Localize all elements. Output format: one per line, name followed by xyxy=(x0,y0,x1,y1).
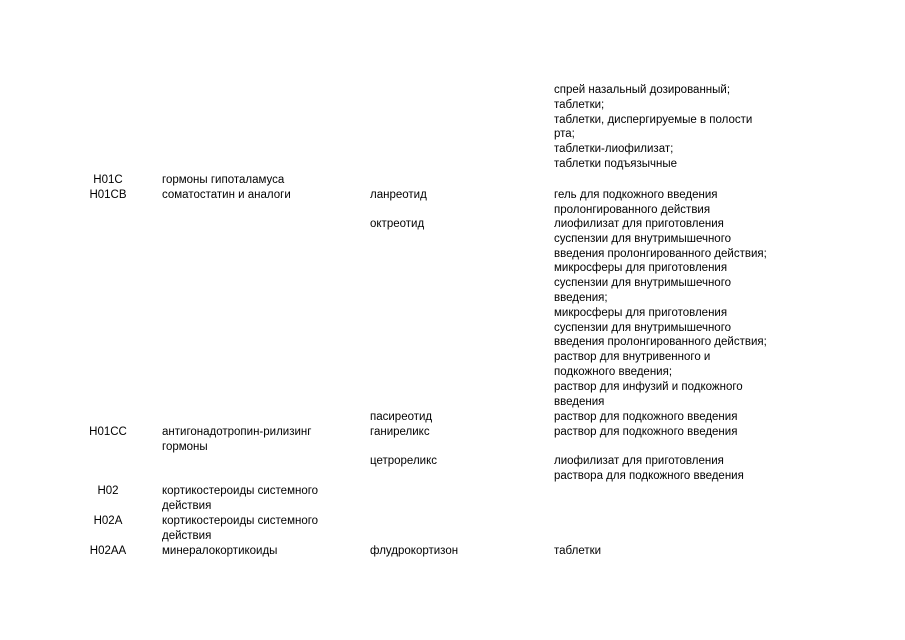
atc-group: соматостатин и аналоги xyxy=(162,189,291,201)
atc-group: кортикостероиды системного действия xyxy=(162,515,319,542)
dosage-forms: раствор для подкожного введения xyxy=(554,426,738,438)
drug-name: ганиреликс xyxy=(370,426,430,438)
dosage-forms: лиофилизат для приготовления раствора для подкожного введения xyxy=(554,455,744,482)
drug-name: флудрокортизон xyxy=(370,545,459,557)
dosage-forms: лиофилизат для приготовления суспензии для внутримышечного введения пролонгированного действия; микросферы для приготовления суспензии для внутримышечного введения; микросферы для приготовления суспензии для внутримышечного введения пролонгированного действия; раствор для внутривенного и подкожного введения; раствор для инфузий и подкожного введения xyxy=(554,218,767,408)
atc-code: H02A xyxy=(93,515,123,527)
dosage-forms: гель для подкожного введения пролонгированного действия xyxy=(554,189,718,216)
atc-group: гормоны гипоталамуса xyxy=(162,174,285,186)
dosage-forms: спрей назальный дозированный; таблетки; таблетки, диспергируемые в полости рта; таблетки-лиофилизат; таблетки подъязычные xyxy=(554,84,753,170)
dosage-forms: раствор для подкожного введения xyxy=(554,411,738,423)
atc-group: минералокортикоиды xyxy=(162,545,278,557)
atc-code: H01C xyxy=(93,174,123,186)
atc-code: H02 xyxy=(97,485,119,497)
drug-name: цетрореликс xyxy=(370,455,437,467)
drug-name: пасиреотид xyxy=(370,411,433,423)
atc-group: антигонадотропин-рилизинг гормоны xyxy=(162,426,312,453)
drug-name: ланреотид xyxy=(370,189,427,201)
atc-code: H02AA xyxy=(89,545,127,557)
atc-code: H01CB xyxy=(89,189,127,201)
atc-code: H01CC xyxy=(89,426,127,438)
atc-group: кортикостероиды системного действия xyxy=(162,485,319,512)
drug-name: октреотид xyxy=(370,218,425,230)
dosage-forms: таблетки xyxy=(554,545,602,557)
